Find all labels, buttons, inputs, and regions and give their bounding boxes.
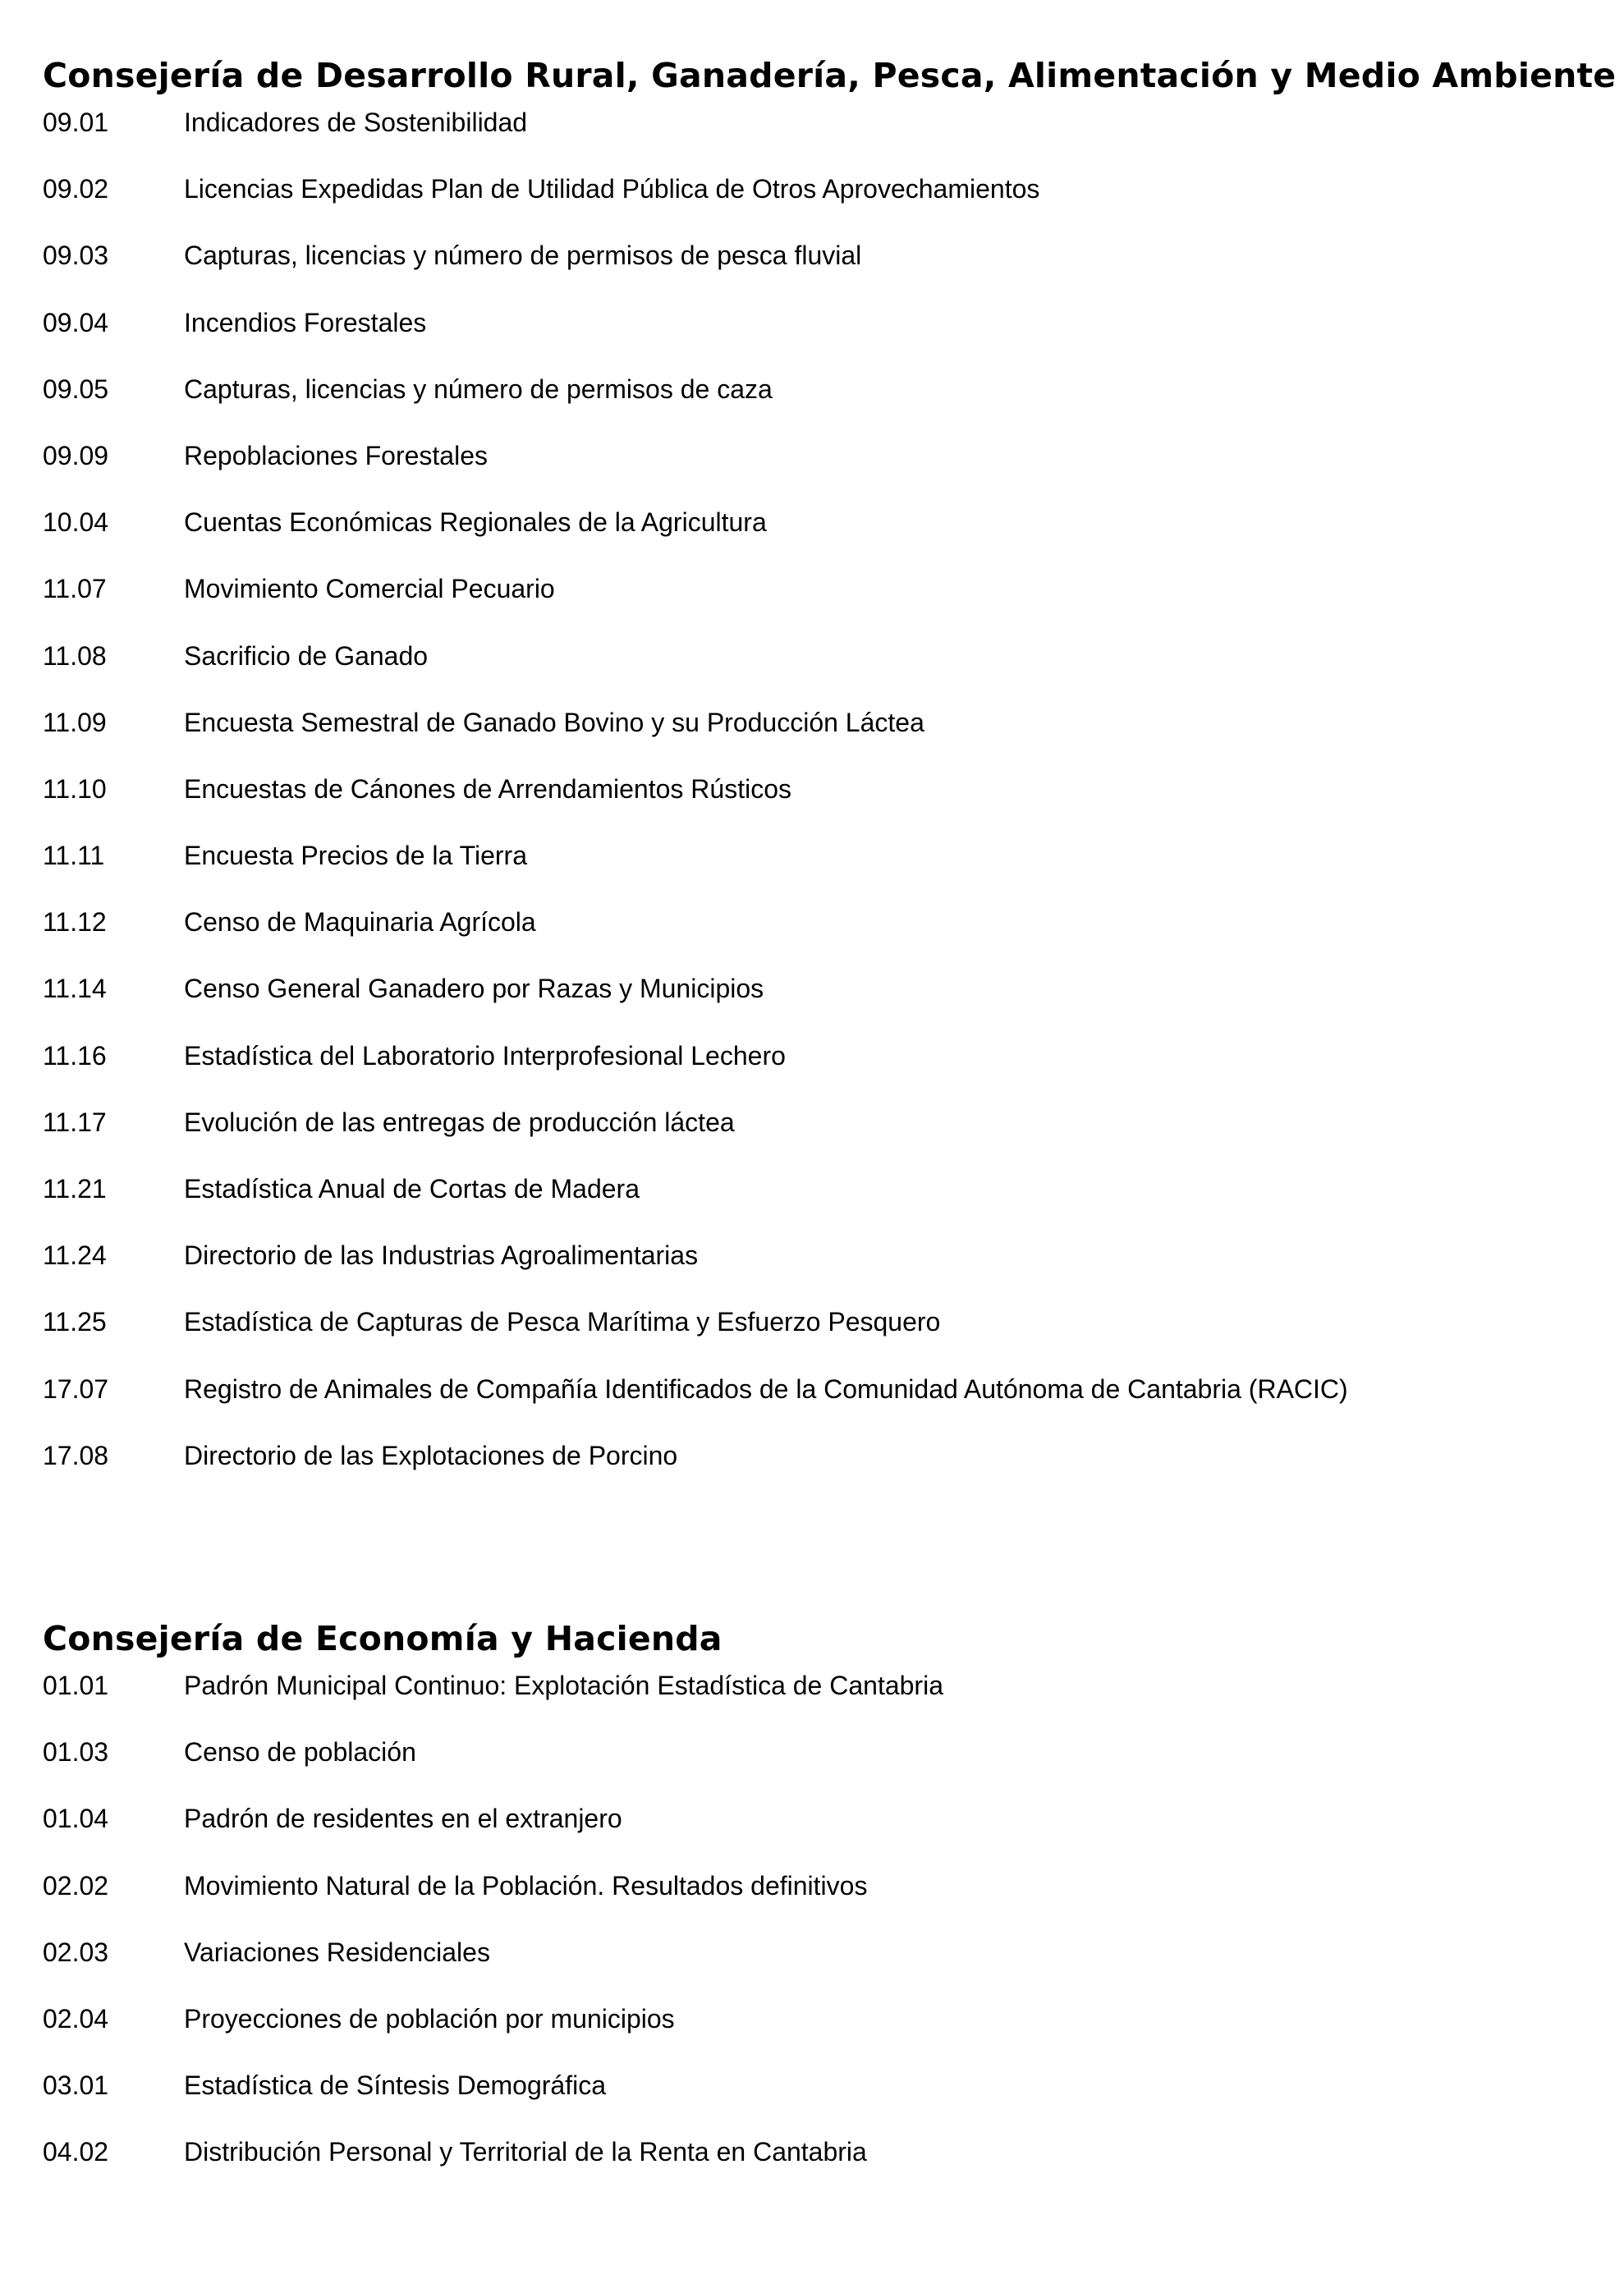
entry-code: 09.04 (43, 307, 109, 337)
list-item (43, 374, 1586, 440)
list-item (43, 773, 1586, 840)
entry-code: 11.12 (43, 907, 107, 938)
list-item (43, 1173, 1586, 1240)
entry-label: Cuentas Económicas Regionales de la Agricultura (184, 507, 767, 538)
entry-label: Encuesta Precios de la Tierra (184, 841, 527, 871)
entry-code: 10.04 (43, 507, 109, 538)
list-item (43, 1937, 1586, 2003)
list-item (43, 1803, 1586, 1869)
list-item (43, 906, 1586, 973)
list-item (43, 640, 1586, 707)
section-desarrollo-rural (43, 56, 1617, 1506)
section-title: Consejería de Desarrollo Rural, Ganadería, Pesca, Alimentación y Medio Ambiente (43, 56, 1617, 95)
entry-label: Capturas, licencias y número de permisos de pesca fluvial (184, 241, 862, 271)
entry-code: 11.17 (43, 1107, 107, 1137)
entry-label: Incendios Forestales (184, 307, 427, 337)
list-item (43, 1373, 1586, 1440)
entry-list (43, 107, 1586, 1506)
entry-label: Proyecciones de población por municipios (184, 2003, 675, 2034)
entry-code: 01.04 (43, 1804, 109, 1834)
list-item (43, 440, 1586, 507)
entry-label: Distribución Personal y Territorial de la Renta en Cantabria (184, 2137, 867, 2167)
list-item (43, 307, 1586, 374)
entry-label: Indicadores de Sostenibilidad (184, 108, 528, 137)
entry-label: Registro de Animales de Compañía Identificados de la Comunidad Autónoma de Cantabria (RACIC) (184, 1373, 1348, 1404)
entry-label: Directorio de las Explotaciones de Porcino (184, 1440, 678, 1470)
entry-code: 11.09 (43, 707, 107, 737)
entry-label: Censo de población (184, 1737, 416, 1768)
entry-label: Censo de Maquinaria Agrícola (184, 907, 536, 938)
list-item (43, 1440, 1586, 1506)
list-item (43, 173, 1586, 240)
section-economia-hacienda (43, 1619, 1586, 2203)
list-item (43, 507, 1586, 573)
entry-label: Movimiento Natural de la Población. Resultados definitivos (184, 1870, 868, 1901)
entry-code: 11.24 (43, 1240, 107, 1271)
entry-code: 09.01 (43, 108, 109, 137)
list-item (43, 1107, 1586, 1173)
list-item (43, 1040, 1586, 1107)
entry-label: Padrón de residentes en el extranjero (184, 1804, 622, 1834)
list-item (43, 1306, 1586, 1373)
entry-code: 09.05 (43, 374, 109, 404)
list-item (43, 973, 1586, 1039)
list-item (43, 840, 1586, 906)
entry-label: Capturas, licencias y número de permisos de caza (184, 374, 773, 404)
entry-label: Repoblaciones Forestales (184, 440, 488, 470)
list-item (43, 1870, 1586, 1937)
list-item (43, 2136, 1586, 2203)
entry-code: 03.01 (43, 2070, 109, 2101)
list-item (43, 1736, 1586, 1803)
entry-code: 02.02 (43, 1870, 109, 1901)
entry-label: Encuesta Semestral de Ganado Bovino y su Producción Láctea (184, 707, 924, 737)
entry-code: 11.10 (43, 773, 107, 804)
entry-label: Encuestas de Cánones de Arrendamientos Rústicos (184, 773, 791, 804)
entry-code: 11.21 (43, 1174, 107, 1204)
entry-label: Movimiento Comercial Pecuario (184, 574, 555, 604)
list-item (43, 573, 1586, 640)
list-item (43, 1670, 1586, 1736)
list-item (43, 1240, 1586, 1306)
entry-code: 17.07 (43, 1373, 109, 1404)
entry-code: 02.03 (43, 1937, 109, 1967)
entry-code: 02.04 (43, 2003, 109, 2034)
entry-label: Estadística de Capturas de Pesca Marítima y Esfuerzo Pesquero (184, 1307, 941, 1337)
entry-code: 11.08 (43, 640, 107, 671)
entry-label: Variaciones Residenciales (184, 1937, 490, 1967)
entry-label: Licencias Expedidas Plan de Utilidad Pública de Otros Aprovechamientos (184, 174, 1040, 204)
list-item (43, 240, 1586, 306)
entry-code: 11.11 (43, 841, 105, 871)
entry-code: 01.01 (43, 1671, 109, 1700)
entry-code: 09.03 (43, 241, 109, 271)
list-item (43, 107, 1586, 173)
entry-label: Censo General Ganadero por Razas y Municipios (184, 974, 764, 1004)
entry-label: Evolución de las entregas de producción láctea (184, 1107, 735, 1137)
entry-label: Estadística Anual de Cortas de Madera (184, 1174, 640, 1204)
entry-label: Padrón Municipal Continuo: Explotación Estadística de Cantabria (184, 1671, 943, 1700)
entry-code: 11.16 (43, 1040, 107, 1071)
entry-code: 09.09 (43, 440, 109, 470)
entry-code: 01.03 (43, 1737, 109, 1768)
entry-label: Directorio de las Industrias Agroalimentarias (184, 1240, 699, 1271)
entry-code: 17.08 (43, 1440, 109, 1470)
entry-list (43, 1670, 1586, 2203)
list-item (43, 2003, 1586, 2070)
entry-label: Estadística del Laboratorio Interprofesional Lechero (184, 1040, 786, 1071)
list-item (43, 2070, 1586, 2136)
entry-label: Sacrificio de Ganado (184, 640, 429, 671)
entry-code: 04.02 (43, 2137, 109, 2167)
entry-code: 11.14 (43, 974, 107, 1004)
entry-code: 09.02 (43, 174, 109, 204)
entry-code: 11.07 (43, 574, 107, 604)
entry-label: Estadística de Síntesis Demográfica (184, 2070, 607, 2101)
list-item (43, 707, 1586, 773)
section-title: Consejería de Economía y Hacienda (43, 1619, 723, 1658)
entry-code: 11.25 (43, 1307, 107, 1337)
